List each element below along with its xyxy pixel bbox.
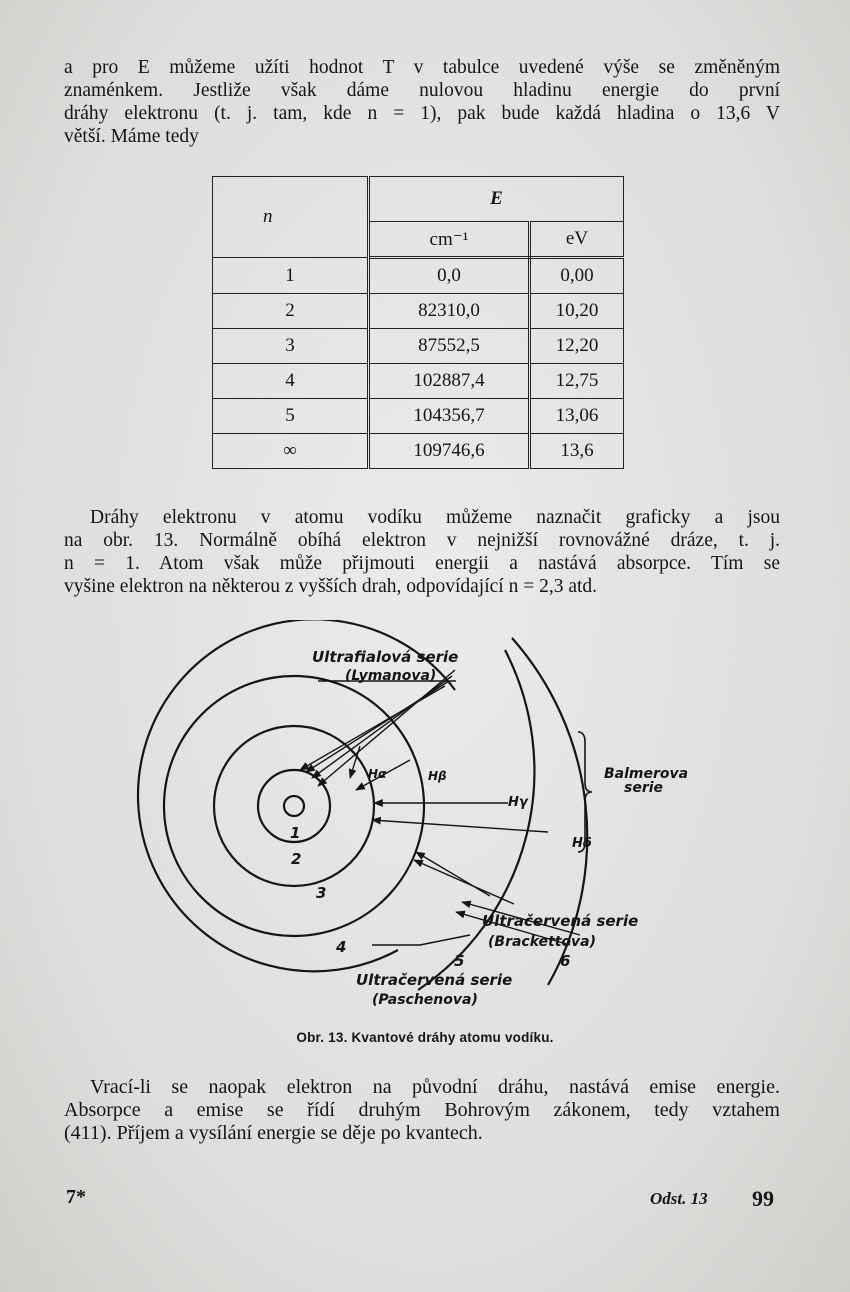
lyman-line [300,686,445,770]
text-line: n = 1. Atom však může přijmouti energii a nastává absorpce. Tím se [64,553,780,574]
nucleus [284,796,304,816]
signature-mark: 7* [66,1186,86,1208]
table-header-energy: E [369,177,624,222]
lyman-label-line1: Ultrafialová serie [312,648,459,666]
balmer-brace [578,732,592,852]
lyman-label-line2: (Lymanova) [345,668,437,684]
orbit-6 [512,638,587,985]
text-line: vyšine elektron na některou z vyšších drah, odpovídající n = 2,3 atd. [64,576,598,597]
balmer-label-line1: Balmerova [604,766,689,782]
balmer-h-delta-line [372,820,548,832]
paschen-label-line2: (Paschenova) [372,992,478,1008]
table-cell-ev: 10,20 [530,294,624,329]
text-line: Vrací-li se naopak elektron na původní dráhu, nastává emise energie. [90,1076,780,1098]
text-line: znaménkem. Jestliže však dáme nulovou hladinu energie do první [64,80,780,101]
table-cell-n: 3 [213,329,369,364]
table-cell-wavenumber: 109746,6 [369,434,530,469]
page-number: 99 [752,1186,774,1211]
table-row [213,258,624,294]
text-line: (411). Příjem a vysílání energie se děje po kvantech. [64,1122,483,1144]
h-delta-label: Hδ [572,836,592,851]
h-beta-label: Hβ [428,769,447,783]
balmer-label-line2: serie [624,780,664,796]
orbit-label-5: 5 [454,952,465,970]
table-row [213,399,624,434]
paschen-label-line1: Ultračervená serie [356,971,513,989]
table-cell-ev: 12,20 [530,329,624,364]
paschen-bracket [372,935,470,945]
paschen-line [414,860,514,904]
paragraph-emission [64,1076,780,1145]
brackett-label-line1: Ultračervená serie [482,912,639,930]
table-cell-n: 1 [213,258,369,294]
energy-levels-table [212,176,624,469]
h-alpha-label: Hα [368,767,387,781]
table-cell-n: 2 [213,294,369,329]
table-cell-wavenumber: 87552,5 [369,329,530,364]
table-header-n: n [213,177,369,258]
orbit-label-6: 6 [560,952,571,970]
table-cell-wavenumber: 102887,4 [369,364,530,399]
table-cell-ev: 13,06 [530,399,624,434]
lyman-line [306,681,449,772]
table-row [213,364,624,399]
table-row [213,434,624,469]
bohr-orbits-diagram [0,620,850,1030]
table-cell-n: 5 [213,399,369,434]
table-row [213,329,624,364]
figure-caption: Obr. 13. Kvantové dráhy atomu vodíku. [296,1030,554,1045]
paragraph-intro [64,56,780,148]
h-gamma-label: Hγ [508,795,528,810]
text-line: na obr. 13. Normálně obíhá elektron v nejnižší rovnovážné dráze, t. j. [64,530,780,551]
orbit-label-4: 4 [336,938,347,956]
lyman-line [312,676,452,778]
orbit-label-2: 2 [291,850,302,868]
text-line: Absorpce a emise se řídí druhým Bohrovým zákonem, tedy vztahem [64,1099,780,1121]
orbit-label-3: 3 [316,884,327,902]
orbit-label-1: 1 [290,824,301,842]
table-cell-wavenumber: 104356,7 [369,399,530,434]
text-line: dráhy elektronu (t. j. tam, kde n = 1), pak bude každá hladina o 13,6 V [64,103,780,124]
table-cell-ev: 0,00 [530,258,624,294]
section-reference: Odst. 13 [650,1189,708,1208]
text-line: a pro E můžeme užíti hodnot T v tabulce uvedené výše se změněným [64,57,780,78]
paragraph-orbits [64,506,780,598]
paschen-line [416,852,490,896]
text-line: Dráhy elektronu v atomu vodíku můžeme naznačit graficky a jsou [90,507,780,528]
table-cell-n: ∞ [213,434,369,469]
table-cell-wavenumber: 82310,0 [369,294,530,329]
table-cell-ev: 13,6 [530,434,624,469]
orbit-3 [164,676,424,936]
table-cell-wavenumber: 0,0 [369,258,530,294]
table-row [213,294,624,329]
table-cell-n: 4 [213,364,369,399]
table-header-ev: eV [530,222,624,258]
text-line: větší. Máme tedy [64,126,199,147]
table-header-wavenumber: cm⁻¹ [369,222,530,258]
table-cell-ev: 12,75 [530,364,624,399]
brackett-label-line2: (Brackettova) [488,934,597,950]
